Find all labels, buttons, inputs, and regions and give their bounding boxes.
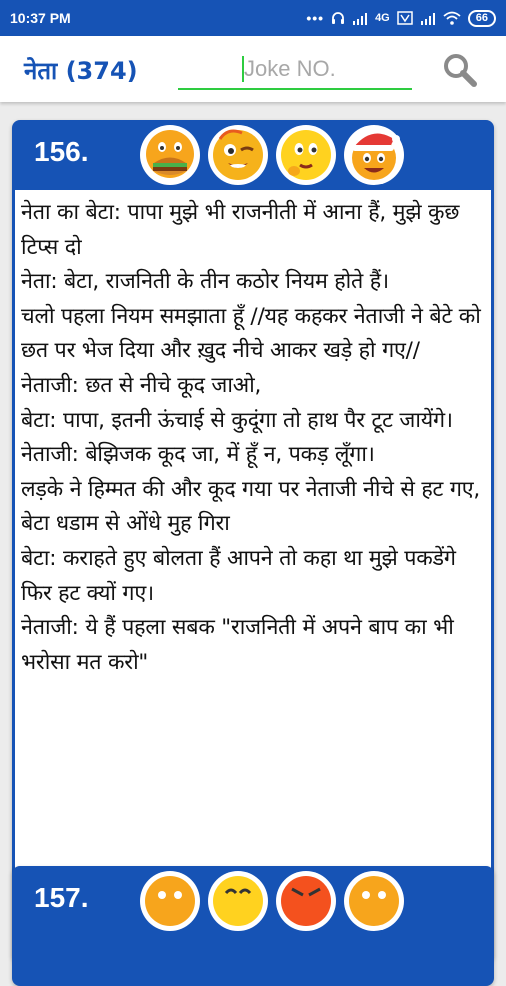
headset-icon: [331, 11, 345, 25]
search-button[interactable]: [442, 52, 478, 88]
notification-dots: •••: [306, 10, 325, 26]
volte-icon: [397, 11, 413, 25]
joke-number: 156.: [34, 136, 89, 167]
network-label: 4G: [375, 12, 390, 24]
status-time: 10:37 PM: [10, 10, 71, 26]
app-bar: [0, 36, 506, 102]
joke-card-header: [12, 120, 494, 190]
thinking-emoji-icon[interactable]: [276, 125, 336, 185]
battery-indicator: 66: [468, 10, 496, 27]
santa-emoji-icon[interactable]: [344, 125, 404, 185]
joke-text: नेता का बेटा: पापा मुझे भी राजनीती में आना हैं, मुझे कुछ टिप्स दो नेता: बेटा, राजनिती के तीन कठोर नियम होते हैं। चलो पहला नियम समझाता हूँ //यह कहकर नेताजी ने बेटे को छत पर भेज दिया और ख़ुद नीचे आकर खड़े हो गए// नेताजी: छत से नीचे कूद जाओ, बेटा: पापा, इतनी ऊंचाई से कुदूंगा तो हाथ पैर टूट जायेंगे। नेताजी: बेझिजक कूद जा, में हूँ न, पकड़ लूँगा। लड़के ने हिम्मत की और कूद गया पर नेताजी नीचे से हट गए, बेटा धडाम से ओंधे मुह गिरा बेटा: कराहते हुए बोलता हैं आपने तो कहा था मुझे पकडेंगे फिर हट क्यों गए। नेताजी: ये हैं पहला सबक "राजनिती में अपने बाप का भी भरोसा मत करो": [15, 190, 491, 893]
signal-icon-2: [420, 12, 436, 25]
joke-number: 157.: [34, 882, 89, 913]
wifi-icon: [443, 11, 461, 25]
smile-emoji-icon[interactable]: [140, 871, 200, 931]
grin-emoji-icon[interactable]: [344, 871, 404, 931]
search-field[interactable]: [178, 50, 412, 90]
joke-card: [12, 866, 494, 986]
signal-icon: [352, 12, 368, 25]
burger-emoji-icon[interactable]: [140, 125, 200, 185]
status-icons: [306, 10, 496, 27]
joke-number-input[interactable]: [244, 54, 404, 84]
wink-emoji-icon[interactable]: [208, 125, 268, 185]
happy-emoji-icon[interactable]: [208, 871, 268, 931]
joke-card: [12, 120, 494, 962]
search-icon: [442, 52, 478, 88]
status-bar: [0, 0, 506, 36]
page-title: नेता (374): [24, 57, 138, 85]
angry-emoji-icon[interactable]: [276, 871, 336, 931]
joke-card-header: [12, 866, 494, 936]
